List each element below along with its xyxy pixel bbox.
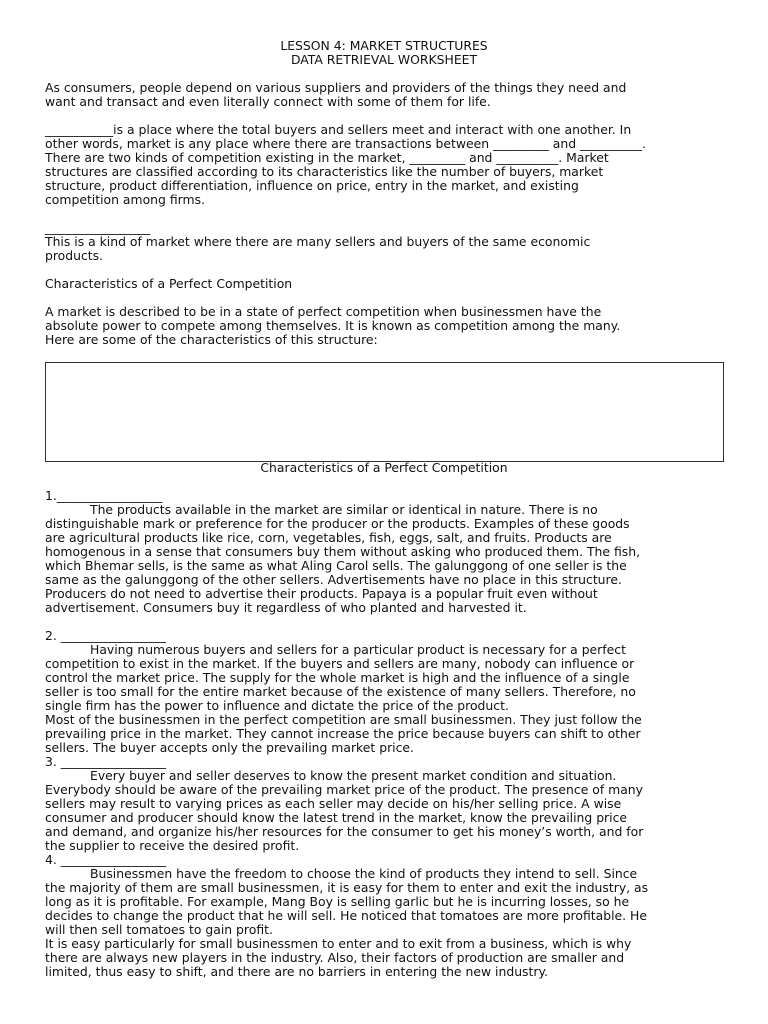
definition-line: other words, market is any place where there are transactions between _________ and __________. <box>45 136 646 151</box>
worksheet-subtitle: DATA RETRIEVAL WORKSHEET <box>290 52 478 67</box>
item-1-line: are agricultural products like rice, corn, vegetables, fish, eggs, salt, and fruits. Products are <box>45 530 612 545</box>
definition-line: ___________is a place where the total buyers and sellers meet and interact with one another. In <box>45 122 632 137</box>
item-3-line: Everybody should be aware of the prevailing market price of the product. The presence of many <box>45 782 643 797</box>
item-4-line: the majority of them are small businessmen, it is easy for them to enter and exit the industry, as <box>45 880 649 895</box>
item-3-line: sellers may result to varying prices as each seller may decide on his/her selling price. A wise <box>45 796 622 811</box>
market-kind-line: products. <box>45 248 104 263</box>
item-1-line: same as the galunggong of the other sellers. Advertisements have no place in this structure. <box>45 572 622 587</box>
item-2-line: single firm has the power to influence and dictate the price of the product. <box>45 698 509 713</box>
item-2-line: prevailing price in the market. They cannot increase the price because buyers can shift to other <box>45 726 641 741</box>
item-1-line: homogenous in a sense that consumers buy them without asking who produced them. The fish, <box>45 544 641 559</box>
item-4-line: It is easy particularly for small businessmen to enter and to exit from a business, which is why <box>45 936 632 951</box>
item-2-line: competition to exist in the market. If the buyers and sellers are many, nobody can influence or <box>45 656 635 671</box>
item-4-line: decides to change the product that he will sell. He noticed that tomatoes are more profitable. He <box>45 908 647 923</box>
item-4-label: 4. _________________ <box>45 852 167 867</box>
perfect-competition-line: absolute power to compete among themselves. It is known as competition among the many. <box>45 318 621 333</box>
item-3-line: the supplier to receive the desired profit. <box>45 838 300 853</box>
lesson-title: LESSON 4: MARKET STRUCTURES <box>280 38 488 53</box>
intro-line: As consumers, people depend on various suppliers and providers of the things they need and <box>45 80 627 95</box>
intro-line: want and transact and even literally connect with some of them for life. <box>45 94 491 109</box>
item-1-line: The products available in the market are similar or identical in nature. There is no <box>90 502 598 517</box>
market-kind-blank: _________________ <box>45 220 151 235</box>
item-4-line: long as it is profitable. For example, Mang Boy is selling garlic but he is incurring losses, so he <box>45 894 630 909</box>
box-caption: Characteristics of a Perfect Competition <box>260 460 508 475</box>
definition-line: structure, product differentiation, influence on price, entry in the market, and existing <box>45 178 579 193</box>
item-1-label: 1._________________ <box>45 488 163 503</box>
item-3-line: Every buyer and seller deserves to know the present market condition and situation. <box>90 768 617 783</box>
item-2-line: control the market price. The supply for the whole market is high and the influence of a single <box>45 670 630 685</box>
item-2-line: seller is too small for the entire market because of the existence of many sellers. Therefore, no <box>45 684 636 699</box>
definition-line: competition among firms. <box>45 192 205 207</box>
item-1-line: Producers do not need to advertise their products. Papaya is a popular fruit even without <box>45 586 598 601</box>
item-2-line: Most of the businessmen in the perfect competition are small businessmen. They just follow the <box>45 712 642 727</box>
market-kind-line: This is a kind of market where there are many sellers and buyers of the same economic <box>45 234 591 249</box>
item-4-line: will then sell tomatoes to gain profit. <box>45 922 273 937</box>
item-3-label: 3. _________________ <box>45 754 167 769</box>
item-2-label: 2. _________________ <box>45 628 167 643</box>
item-1-line: which Bhemar sells, is the same as what Aling Carol sells. The galunggong of one seller is the <box>45 558 627 573</box>
item-1-line: distinguishable mark or preference for the producer or the products. Examples of these goods <box>45 516 630 531</box>
perfect-competition-line: A market is described to be in a state of perfect competition when businessmen have the <box>45 304 602 319</box>
definition-line: There are two kinds of competition existing in the market, _________ and __________. Market <box>45 150 609 165</box>
section-heading: Characteristics of a Perfect Competition <box>45 276 293 291</box>
item-4-line: limited, thus easy to shift, and there are no barriers in entering the new industry. <box>45 964 548 979</box>
item-4-line: Businessmen have the freedom to choose the kind of products they intend to sell. Since <box>90 866 638 881</box>
perfect-competition-line: Here are some of the characteristics of this structure: <box>45 332 378 347</box>
item-2-line: Having numerous buyers and sellers for a particular product is necessary for a perfect <box>90 642 626 657</box>
answer-box <box>45 362 724 462</box>
item-3-line: and demand, and organize his/her resources for the consumer to get his money’s worth, and for <box>45 824 644 839</box>
item-4-line: there are always new players in the industry. Also, their factors of production are smaller and <box>45 950 625 965</box>
item-1-line: advertisement. Consumers buy it regardless of who planted and harvested it. <box>45 600 527 615</box>
item-3-line: consumer and producer should know the latest trend in the market, know the prevailing price <box>45 810 628 825</box>
definition-line: structures are classified according to its characteristics like the number of buyers, market <box>45 164 604 179</box>
item-2-line: sellers. The buyer accepts only the prevailing market price. <box>45 740 414 755</box>
